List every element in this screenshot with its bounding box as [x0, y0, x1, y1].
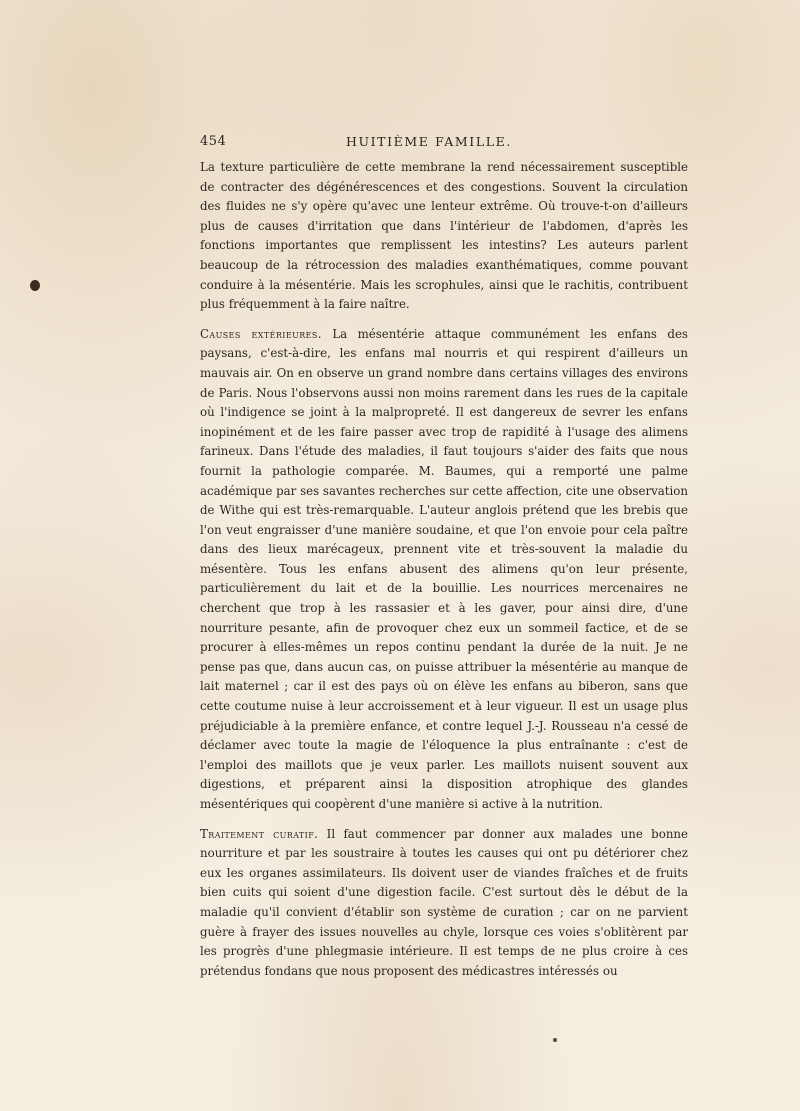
- page-header: [200, 134, 688, 156]
- section-heading: Traitement curatif.: [200, 826, 319, 841]
- paragraph-traitement-curatif: [200, 825, 688, 982]
- paragraph-text: Il faut commencer par donner aux malades une bonne nourriture et par les soustraire à toutes les causes qui ont pu détériorer chez eux les organes assimilateurs. Ils doivent user de viandes fraîches et de fruits bien cuits qui soient d'une digestion facile. C'est surtout dès le début de la maladie qu'il convient d'établir son système de curation ; car on ne parvient guère à frayer des issues nouvelles au chyle, lorsque ces voies s'oblitèrent par les progrès d'une phlegmasie intérieure. Il est temps de ne plus croire à ces prétendus fondans que nous proposent des médicastres intéressés ou: [200, 826, 689, 978]
- page-number: 454: [200, 134, 227, 149]
- paragraph-intro: [200, 158, 688, 315]
- paragraph-text: La texture particulière de cette membrane la rend nécessairement susceptible de contracter des dégénérescences et des congestions. Souvent la circulation des fluides ne s'y opère qu'avec une lenteur extrême. Où trouve-t-on d'ailleurs plus de causes d'irritation que dans l'intérieur de l'abdomen, d'après les fonctions importantes que remplissent les intestins? Les auteurs parlent beaucoup de la rétrocession des maladies exanthématiques, comme pouvant conduire à la mésentérie. Mais les scrophules, ainsi que le rachitis, contribuent plus fréquemment à la faire naître.: [200, 160, 688, 312]
- ink-stain: [30, 280, 40, 291]
- body-text: [200, 158, 688, 981]
- running-title: HUITIÈME FAMILLE.: [346, 134, 512, 149]
- paragraph-text: La mésentérie attaque communément les enfans des paysans, c'est-à-dire, les enfans mal nourris et qui respirent d'ailleurs un mauvais air. On en observe un grand nombre dans certains villages des environs de Paris. Nous l'observons aussi non moins rarement dans les rues de la capitale où l'indigence se joint à la malpropreté. Il est dangereux de sevrer les enfans inopinément et de les faire passer avec trop de rapidité à l'usage des alimens farineux. Dans l'étude des maladies, il faut toujours s'aider des faits que nous fournit la pathologie comparée. M. Baumes, qui a remporté une palme académique par ses savantes recherches sur cette affection, cite une observation de Withe qui est très-remarquable. L'auteur anglois prétend que les brebis que l'on veut engraisser d'une manière soudaine, et que l'on envoie pour cela paître dans des lieux marécageux, prennent vite et très-souvent la maladie du mésentère. Tous les enfans abusent des alimens qu'on leur présente, particulièrement du lait et de la bouillie. Les nourrices mercenaires ne cherchent que trop à les rassasier et à les gaver, pour ainsi dire, d'une nourriture pesante, afin de provoquer chez eux un sommeil factice, et de se procurer à elles-mêmes un repos continu pendant la durée de la nuit. Je ne pense pas que, dans aucun cas, on puisse attribuer la mésentérie au manque de lait maternel ; car il est des pays où on élève les enfans au biberon, sans que cette coutume nuise à leur accroissement et à leur vigueur. Il est un usage plus préjudiciable à la première enfance, et contre lequel J.-J. Rousseau n'a cessé de déclamer avec toute la magie de l'éloquence la plus entraînante : c'est de l'emploi des maillots que je veux parler. Les maillots nuisent souvent aux digestions, et préparent ainsi la disposition atrophique des glandes mésentériques qui coopèrent d'une manière si active à la nutrition.: [200, 326, 688, 811]
- paragraph-causes-exterieures: [200, 325, 688, 815]
- section-heading: Causes extérieures.: [200, 326, 322, 341]
- ink-dot: [553, 1038, 557, 1042]
